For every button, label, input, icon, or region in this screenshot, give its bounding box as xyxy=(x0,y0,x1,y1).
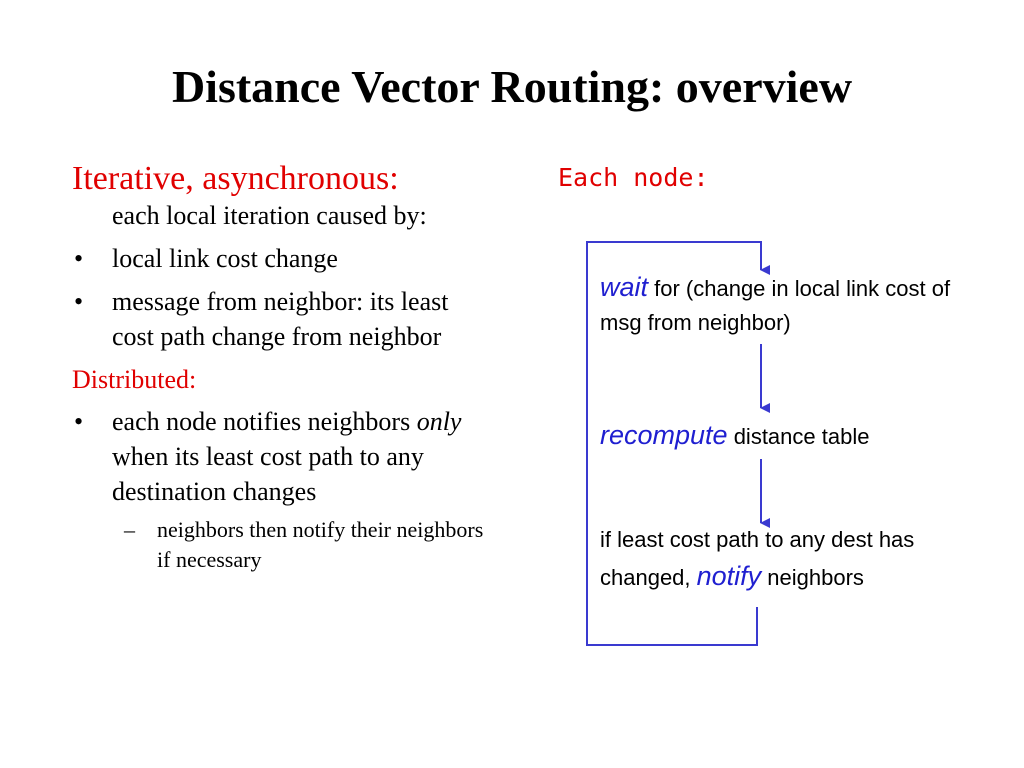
heading-distributed: Distributed: xyxy=(72,365,197,394)
bullet-text-emphasis: only xyxy=(416,407,462,436)
step-wait xyxy=(600,270,980,340)
bullet-icon: • xyxy=(74,244,84,273)
sub-bullet-text: neighbors then notify their neighbors if necessary xyxy=(157,517,484,572)
bullet-icon: • xyxy=(74,287,84,316)
slide-title: Distance Vector Routing: overview xyxy=(171,61,853,112)
each-node-heading: Each node: xyxy=(558,163,709,192)
step-wait-keyword: wait xyxy=(600,272,649,302)
bullet-text: message from neighbor: its least cost path change from neighbor xyxy=(112,287,449,351)
bullet-text-part2: when its least cost path to any destination changes xyxy=(112,442,424,506)
bullet-text: local link cost change xyxy=(112,244,338,273)
dash-icon: – xyxy=(124,517,135,542)
step-notify-keyword: notify xyxy=(696,561,762,591)
heading-iterative-text: each local iteration caused by: xyxy=(112,201,427,230)
step-notify-text1: if least cost path to any dest has changed, xyxy=(600,527,915,590)
bullet-icon: • xyxy=(74,407,84,436)
step-wait-text: for (change in local link cost of msg from neighbor) xyxy=(600,276,951,335)
step-notify-text2: neighbors xyxy=(761,565,864,590)
step-recompute xyxy=(600,418,869,454)
step-recompute-text: distance table xyxy=(727,424,870,449)
step-recompute-keyword: recompute xyxy=(600,420,728,450)
heading-iterative: Iterative, asynchronous: xyxy=(72,160,399,197)
step-notify xyxy=(600,521,980,596)
bullet-text-part1: each node notifies neighbors xyxy=(112,407,417,436)
